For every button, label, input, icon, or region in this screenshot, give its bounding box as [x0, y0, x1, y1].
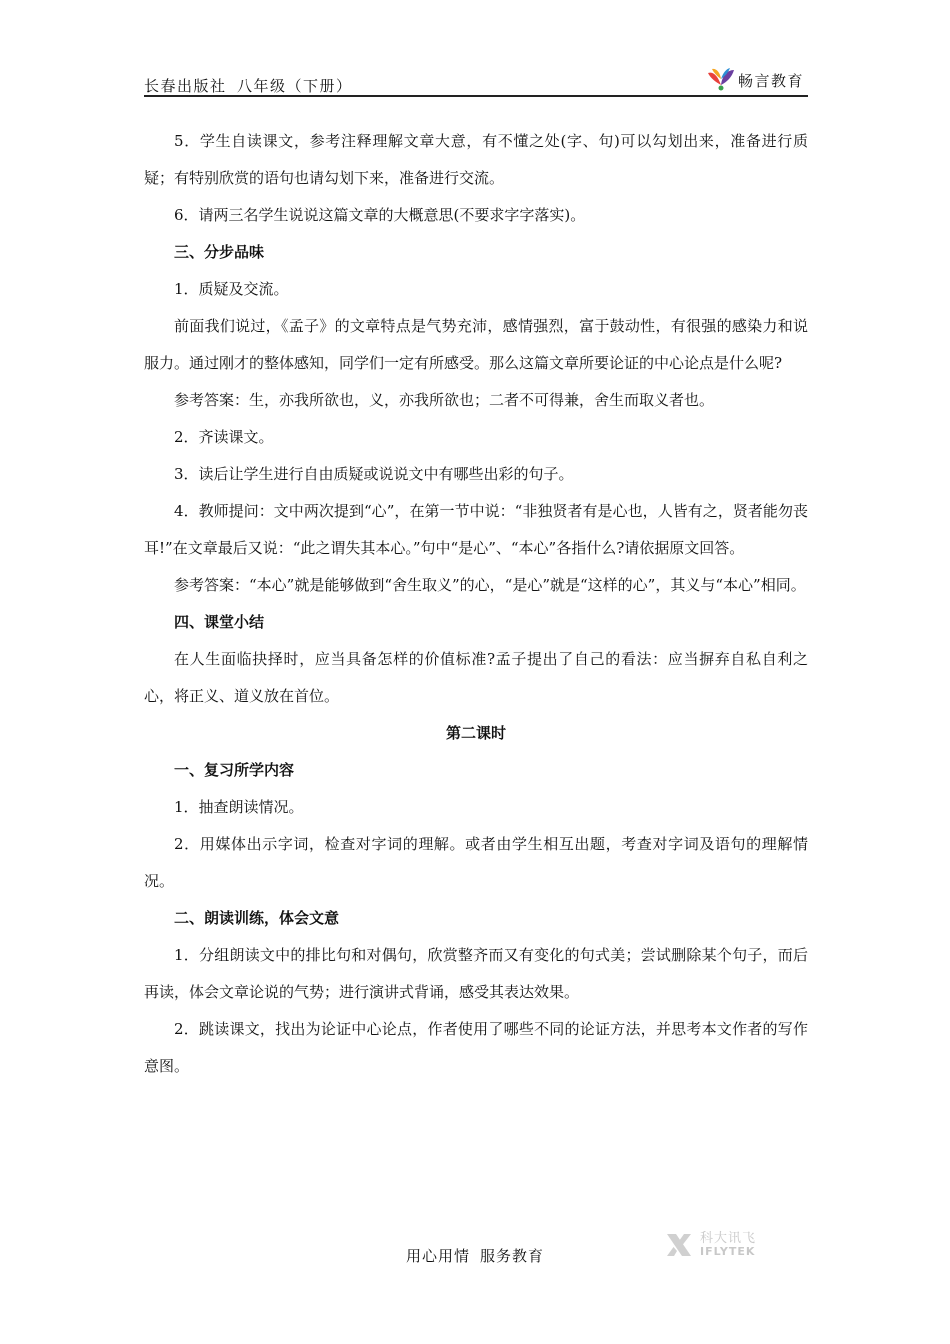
paragraph: 前面我们说过，《孟子》的文章特点是气势充沛，感情强烈，富于鼓动性，有很强的感染力和说服力。通过刚才的整体感知，同学们一定有所感受。那么这篇文章所要论证的中心论点是什么呢? — [144, 317, 808, 372]
header-publisher: 长春出版社 八年级（下册） — [144, 77, 353, 95]
brand-name: 畅言教育 — [738, 71, 805, 90]
section-heading: 四、课堂小结 — [174, 613, 265, 631]
paragraph: 在人生面临抉择时，应当具备怎样的价值标准?孟子提出了自己的看法：应当摒弃自私自利之心，将正义、道义放在首位。 — [144, 650, 808, 705]
paragraph: 1．分组朗读文中的排比句和对偶句，欣赏整齐而又有变化的句式美；尝试删除某个句子，而后再读，体会文章论说的气势；进行演讲式背诵，感受其表达效果。 — [144, 946, 808, 1001]
paragraph: 2．用媒体出示字词，检查对字词的理解。或者由学生相互出题，考查对字词及语句的理解情况。 — [144, 835, 808, 890]
footer-slogan: 用心用情 服务教育 — [405, 1247, 545, 1265]
paragraph: 3．读后让学生进行自由质疑或说说文中有哪些出彩的句子。 — [174, 465, 574, 483]
section-heading: 三、分步品味 — [174, 243, 265, 261]
paragraph: 5．学生自读课文，参考注释理解文章大意，有不懂之处(字、句)可以勾划出来，准备进行质疑；有特别欣赏的语句也请勾划下来，准备进行交流。 — [144, 132, 808, 187]
paragraph: 1．质疑及交流。 — [174, 280, 289, 298]
header-divider — [144, 95, 808, 97]
paragraph: 2．齐读课文。 — [174, 428, 274, 446]
brand-logo — [706, 66, 808, 94]
paragraph: 参考答案：生，亦我所欲也，义，亦我所欲也；二者不可得兼，舍生而取义者也。 — [174, 391, 715, 409]
paragraph: 参考答案：“本心”就是能够做到“舍生取义”的心，“是心”就是“这样的心”，其义与“本心”相同。 — [174, 576, 806, 594]
iflytek-logo — [664, 1225, 814, 1265]
iflytek-x-icon — [664, 1230, 694, 1260]
iflytek-cn: 科大讯飞 — [700, 1231, 757, 1246]
iflytek-en: IFLYTEK — [700, 1245, 756, 1258]
paragraph: 2．跳读课文，找出为论证中心论点，作者使用了哪些不同的论证方法，并思考本文作者的写作意图。 — [144, 1020, 808, 1075]
section-heading: 一、复习所学内容 — [174, 761, 295, 779]
paragraph: 1．抽查朗读情况。 — [174, 798, 304, 816]
paragraph: 4．教师提问：文中两次提到“心”，在第一节中说：“非独贤者有是心也，人皆有之，贤者能勿丧耳!”在文章最后又说：“此之谓失其本心。”句中“是心”、“本心”各指什么?请依据原文回答。 — [144, 502, 808, 557]
paragraph: 6．请两三名学生说说这篇文章的大概意思(不要求字字落实)。 — [174, 206, 586, 224]
lesson-title: 第二课时 — [445, 724, 506, 742]
changyan-logo-icon — [706, 67, 736, 93]
section-heading: 二、朗读训练，体会文意 — [174, 909, 340, 927]
document-body — [144, 123, 808, 1085]
